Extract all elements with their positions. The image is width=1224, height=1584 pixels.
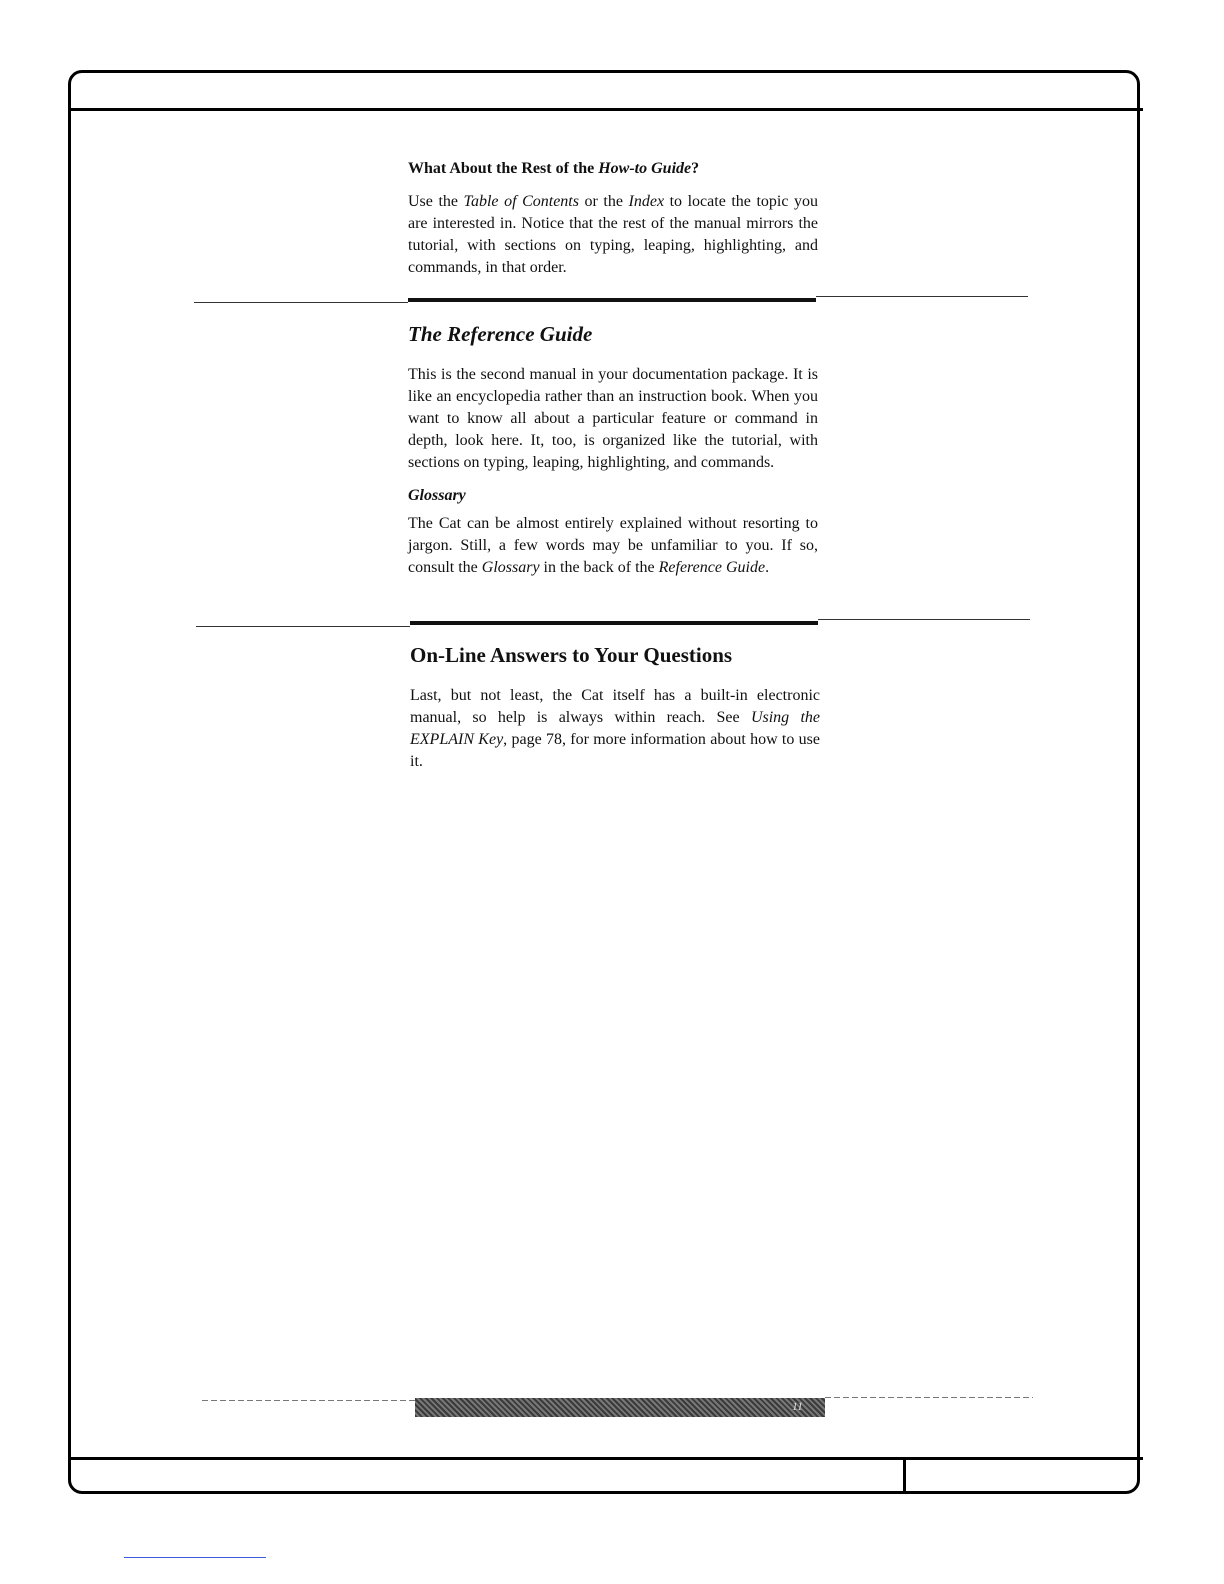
section-rest-of-guide: [408, 160, 818, 279]
section-paragraph: Last, but not least, the Cat itself has a built-in electronic manual, so help is always within reach. See Using the EXPLAIN Key, page 78, for more information about how to use it.: [410, 687, 821, 770]
section-divider-right: [818, 619, 1030, 620]
section-divider-right: [816, 296, 1028, 297]
section-divider-left: [196, 626, 410, 627]
page-number: 11: [791, 1399, 803, 1413]
footer-divider: [903, 1457, 906, 1494]
page-frame: [68, 70, 1140, 1494]
section-online-answers: [410, 643, 820, 773]
bottom-rule: [124, 1557, 266, 1558]
section-reference-guide: [408, 322, 818, 579]
section-heading: On-Line Answers to Your Questions: [410, 643, 733, 667]
section-paragraph: Use the Table of Contents or the Index to locate the topic you are interested in. Notice that the rest of the manual mirrors the tutorial, with sections on typing, leaping, highlighting, and commands, in that order.: [408, 193, 818, 276]
cross-reference: Using the EXPLAIN Key: [410, 709, 821, 748]
section-divider-bar: [408, 298, 816, 302]
section-paragraph: This is the second manual in your documentation package. It is like an encyclopedia rather than an instruction book. When you want to know all about a particular feature or command in depth, look here. It, too, is organized like the tutorial, with sections on typing, leaping, highlighting, and commands.: [408, 366, 818, 471]
header-rule: [68, 108, 1143, 111]
footer-dashed-right: [825, 1397, 1033, 1398]
section-heading: The Reference Guide: [408, 322, 593, 346]
section-heading: What About the Rest of the How-to Guide?: [408, 160, 700, 177]
subsection-paragraph: The Cat can be almost entirely explained without resorting to jargon. Still, a few words may be unfamiliar to you. If so, consult the Glossary in the back of the Reference Guide.: [408, 515, 818, 576]
footer-dashed-left: [202, 1400, 415, 1401]
footer-bar: [415, 1398, 825, 1417]
section-divider-left: [194, 302, 408, 303]
section-divider-bar: [410, 621, 818, 625]
footer-rule: [68, 1457, 1143, 1460]
subsection-heading: Glossary: [408, 487, 466, 504]
